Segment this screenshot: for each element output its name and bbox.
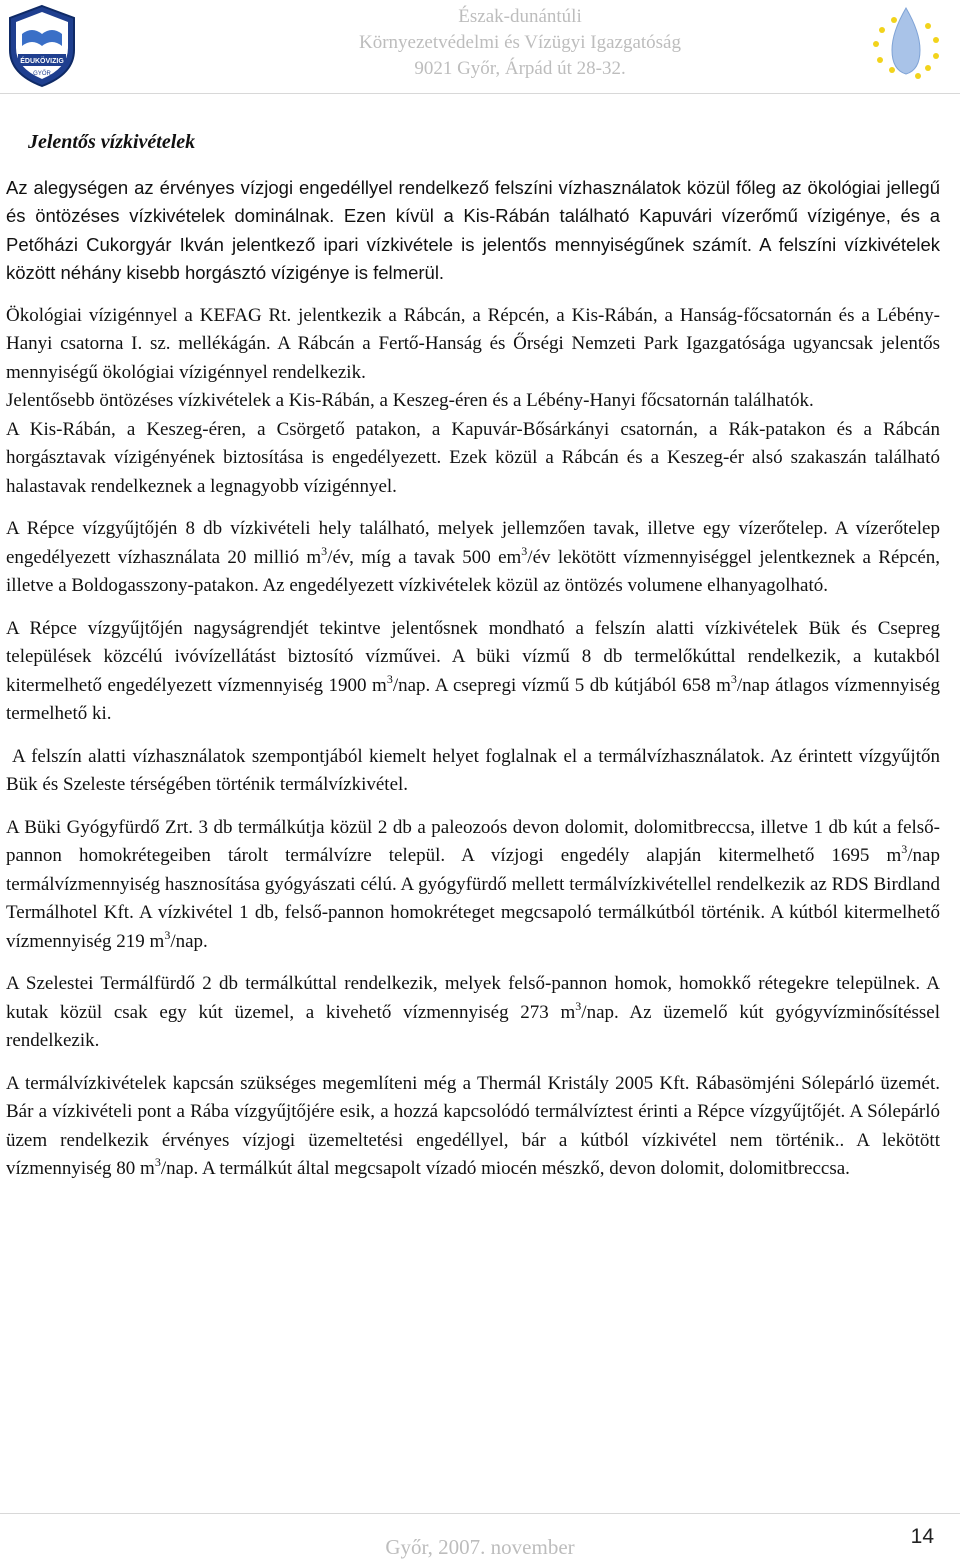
svg-text:ÉDUKÖVIZIG: ÉDUKÖVIZIG [20,58,64,65]
p8-text-b: /nap termálvízmennyiség hasznosítása gyógyászati célú. A gyógyfürdő mellett termálvízkivétellel rendelkezik az RDS Birdland Termálhotel Kft. A vízkivétel 1 db, felső-pannon homokréteget megcsapoló termálkútból történik. A kútból kitermelhető vízmennyiség 219 m [6,845,940,952]
paragraph-4: A Kis-Rábán, a Keszeg-éren, a Csörgető patakon, a Kapuvár-Bősárkányi csatornán, a Rák-patakon és a Rábcán horgásztavak vízigényének biztosítása is engedélyezett. Ezek közül a Rábcán és a Keszeg-ér alsó szakaszán található halastavak rendelkeznek a legnagyobb vízigénnyel. [6,418,940,497]
section-title: Jelentős vízkivételek [28,131,196,153]
p10-sup-1: 3 [154,1155,161,1169]
footer-place-date: Győr, 2007. november [385,1535,575,1559]
p10-text-b: /nap. A termálkút által megcsapolt vízadó miocén mészkő, devon dolomit, dolomitbreccsa. [160,1158,850,1179]
paragraph-2: Ökológiai vízigénnyel a KEFAG Rt. jelentkezik a Rábcán, a Répcén, a Kis-Rábán, a Hanság-főcsatornán és a Lébény-Hanyi csatorna I. sz. mellékágán. A Rábcán a Fertő-Hanság és Őrségi Nemzeti Park Igazgatósága ugyancsak jelentős mennyiségű ökológiai vízigénnyel rendelkezik. [6,304,940,383]
p6-text-b: /nap. A csepregi vízmű 5 db kútjából 658 m [392,674,731,696]
p5-text-b: /év, míg a tavak 500 em [327,546,522,568]
page-header [0,0,960,92]
organization-address [300,4,740,82]
p9-sup-1: 3 [575,998,582,1013]
p6-sup-2: 3 [730,671,737,686]
page-number: 14 [910,1525,934,1548]
paragraph-10 [6,1070,940,1184]
p9-text-a: A Szelestei Termálfürdő 2 db termálkúttal rendelkezik, melyek felső-pannon homok, homokkő rétegekre települnek. A kutak közül csak egy kút üzemel, a kivehető vízmennyiség 273 m [6,973,940,1023]
paragraph-1: Az alegységen az érvényes vízjogi engedéllyel rendelkező felszíni vízhasználatok közül főleg az ökológiai jellegű és öntözéses vízkivételek dominálnak. Ezen kívül a Kis-Rábán található Kapuvári vízerőmű vízigénye, és a Petőházi Cukorgyár Ikván jelentkező ipari vízkivétele is jelentős mennyiségűnek számít. A felszíni vízkivételek között néhány kisebb horgásztó vízigénye is felmerül. [6,176,940,283]
paragraph-3: Jelentősebb öntözéses vízkivételek a Kis-Rábán, a Keszeg-éren és a Lébény-Hanyi főcsatornán találhatók. [6,390,814,411]
svg-text:GYŐR: GYŐR [33,71,51,77]
p8-sup-2: 3 [164,927,171,942]
p5-text-c: /év lekötött vízmennyiséggel jelentkeznek a Répcén, illetve a Boldogasszony-patakon. Az engedélyezett vízkivételek közül az öntözés volumene elhanyagolható. [6,546,940,596]
header-divider [0,93,960,94]
p8-text-a: A Büki Gyógyfürdő Zrt. 3 db termálkútja közül 2 db a paleozoós devon dolomit, dolomitbreccsa, illetve 1 db kút a felső-pannon homokrétegeiben tárolt termálvízre települ. A vízjogi engedély alapján kitermelhető 1695 m [6,816,940,866]
paragraph-5 [6,515,940,601]
p8-text-c: /nap. [170,930,208,952]
p6-text-c: /nap átlagos vízmennyiség termelhető ki. [6,674,940,724]
p8-sup-1: 3 [901,842,908,856]
p5-sup-2: 3 [521,543,528,558]
paragraph-7: A felszín alatti vízhasználatok szempontjából kiemelt helyet foglalnak el a termálvízhasználatok. Az érintett vízgyűjtőn Bük és Szeleste térségében történik termálvízkivétel. [6,745,940,795]
p6-text-a: A Répce vízgyűjtőjén nagyságrendjét tekintve jelentősnek mondható a felszín alatti vízkivételek Bük és Csepreg települések közcélú ivóvízellátást biztosító vízművei. A büki vízmű 8 db termelőkúttal rendelkezik, a kutakból kitermelhető engedélyezett vízmennyiség 1900 m [6,617,940,696]
paragraph-9 [6,970,940,1056]
footer-divider [0,1513,960,1514]
p9-text-b: /nap. Az üzemelő kút gyógyvízminősítéssel rendelkezik. [6,1001,941,1051]
p10-text-a: A termálvízkivételek kapcsán szükséges megemlíteni még a Thermál Kristály 2005 Kft. Rábasömjéni Sólepárló üzemét. Bár a vízkivételi pont a Rába vízgyűjtőjére esik, a hozzá kapcsolódó termálvíztest érinti a Répce vízgyűjtőjét. A Sólepárló üzem rendelkezik érvényes vízjogi üzemeltetési engedéllyel, bár a kútból vízkivétel nem történik.. A lekötött vízmennyiség 80 m [6,1072,940,1179]
eu-water-drop-logo [862,4,946,84]
p5-sup-1: 3 [321,543,328,558]
p5-text-a: A Répce vízgyűjtőjén 8 db vízkivételi hely található, melyek jellemzően tavak, illetve egy vízerőtelep. A vízerőtelep engedélyezett vízhasználata 20 millió m [6,518,940,568]
p6-sup-1: 3 [386,671,393,686]
org-address-line: 9021 Győr, Árpád út 28-32. [414,58,626,79]
edukovizig-logo [4,4,80,88]
document-body [6,128,940,1198]
org-name-line1: Észak-dunántúli [458,6,582,27]
paragraph-8 [6,814,940,957]
org-name-line2: Környezetvédelmi és Vízügyi Igazgatóság [358,32,681,53]
paragraph-6 [6,615,940,729]
